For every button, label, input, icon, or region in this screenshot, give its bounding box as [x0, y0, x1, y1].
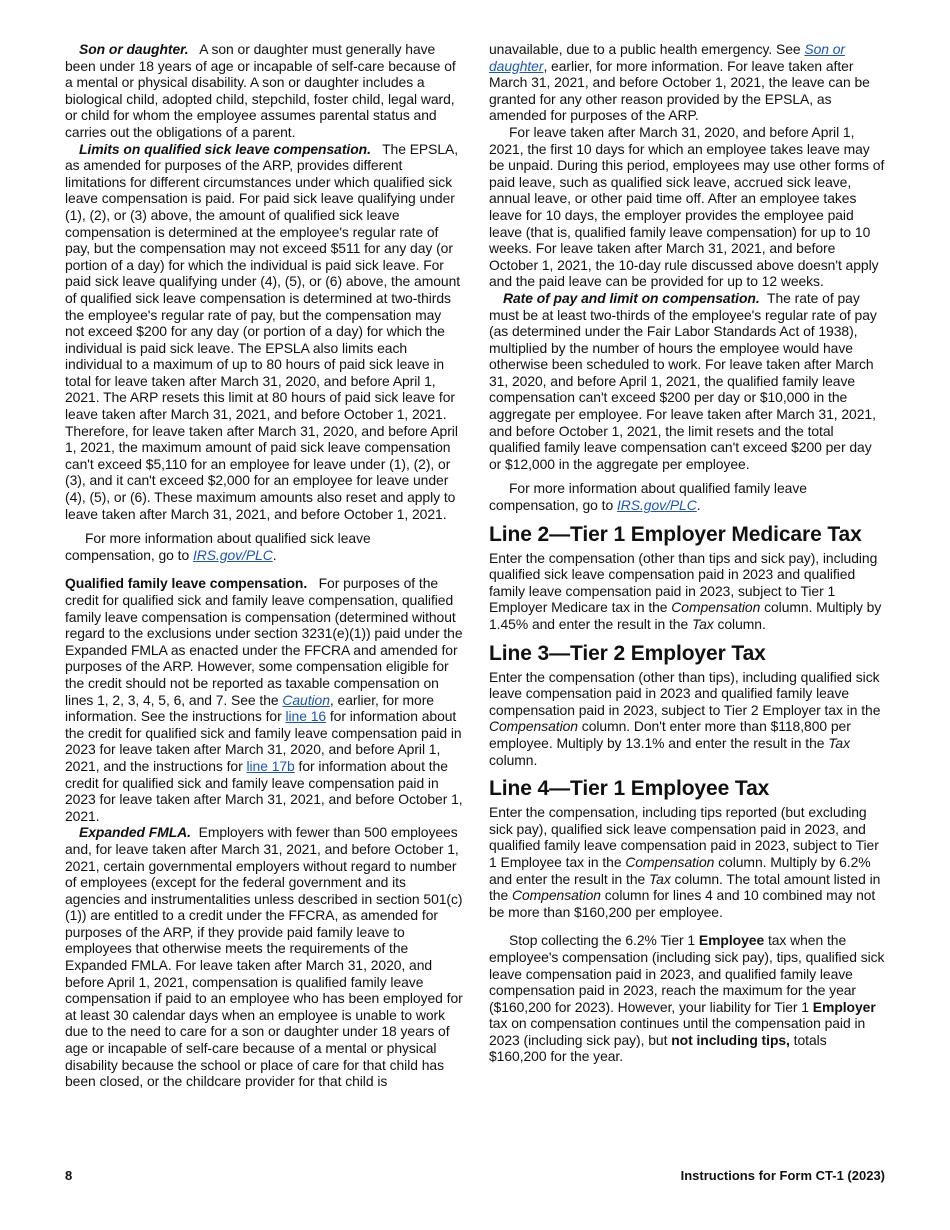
qfl-text-a: For purposes of the credit for qualified sick and family leave compensation, qualified family leave compensation is compensation (determined without regard to the exclusions under section 3231(e)(1)) paid under the Expanded FMLA as enacted under the FFCRA and amended for purposes of the ARP. However, some compensation eligible for the credit should not be reported as taxable compensation on lines 1, 2, 3, 4, 5, 6, and 7. See the [65, 575, 463, 708]
expanded-fmla-heading: Expanded FMLA. [79, 824, 191, 841]
line-4-paragraph [489, 804, 886, 920]
rate-of-pay-paragraph [489, 290, 886, 473]
limits-sick-leave-paragraph [65, 141, 463, 523]
stop-collecting-paragraph [489, 932, 886, 1065]
l3-text-c: column. [489, 751, 538, 768]
stop-employer-term: Employer [812, 998, 876, 1015]
l3-tax-term: Tax [828, 734, 850, 751]
son-or-daughter-paragraph [65, 41, 463, 141]
expanded-fmla-text: Employers with fewer than 500 employees and, for leave taken after March 31, 2021, and before October 1, 2021, certain governmental employers without regard to number of employees (except for the federal government and its agencies and instrumentalities unless described in section 501(c)(1)) are entitled to a credit under the FFCRA, as amended for purposes of the ARP, if they provide paid family leave to employees that otherwise meets the requirements of the Expanded FMLA. For leave taken after March 31, 2020, and before April 1, 2021, compensation is qualified family leave compensation if paid to an employee who has been employed for at least 30 calendar days when an employee is unable to work due to the need to care for a son or daughter under 18 years of age or incapable of self-care because of a mental or physical disability because the school or place of care for that child has been closed, or the childcare provider for that child is [65, 824, 463, 1090]
fam-more-period: . [696, 497, 701, 514]
son-or-daughter-text: A son or daughter must generally have been under 18 years of age or incapable of self-care because of a mental or physical disability. A son or daughter includes a biological child, adopted child, stepchild, foster child, legal ward, or child for whom the employee assumes parental status and carries out the obligations of a parent. [65, 41, 456, 140]
sick-more-text: For more information about qualified sick leave compensation, go to [65, 530, 371, 563]
qualified-family-leave-heading: Qualified family leave compensation. [65, 575, 308, 592]
rate-of-pay-heading: Rate of pay and limit on compensation. [503, 289, 760, 306]
son-or-daughter-heading: Son or daughter. [79, 41, 189, 57]
l4-compensation-term: Compensation [625, 853, 715, 870]
limits-sick-leave-heading: Limits on qualified sick leave compensation. [79, 140, 371, 157]
l2-compensation-term: Compensation [671, 599, 761, 616]
page-number: 8 [65, 1168, 73, 1183]
stop-text-a: Stop collecting the 6.2% Tier 1 [509, 932, 699, 949]
left-column [65, 41, 463, 1090]
line-2-heading: Line 2—Tier 1 Employer Medicare Tax [489, 522, 862, 546]
line-3-paragraph [489, 669, 886, 769]
l4-text-b: column. Multiply by 6.2% and enter the result in the [489, 853, 871, 887]
l3-text-b: column. Don't enter more than $118,800 per employee. Multiply by 13.1% and enter the result in the [489, 718, 851, 751]
limits-sick-leave-text: The EPSLA, as amended for purposes of the ARP, provides different limitations for different circumstances under which qualified sick leave compensation is paid. For paid sick leave qualifying under (1), (2), or (3) above, the amount of qualified sick leave compensation is determined at the employee's regular rate of pay, but the compensation may not exceed $511 for any day (or portion of a day) for which the individual is paid sick leave. For paid sick leave qualifying under (4), (5), or (6) above, the amount of qualified sick leave compensation is determined at two-thirds the employee's regular rate of pay, but the compensation may not exceed $200 for any day (or portion of a day) for which the individual is paid sick leave. The EPSLA also limits each individual to a maximum of up to 80 hours of paid sick leave in total for leave taken after March 31, 2020, and before April 1, 2021. The ARP resets this limit at 80 hours of paid sick leave for leave taken after March 31, 2021, and before October 1, 2021. Therefore, for leave taken after March 31, 2020, and before April 1, 2021, the maximum amount of paid sick leave compensation can't exceed $5,110 for an employee for leave under (1), (2), or (3), and it can't exceed $2,000 for an employee for leave under (4), (5), or (6). These maximum amounts also reset and apply to leave taken after March 31, 2021, and before October 1, 2021. [65, 140, 461, 522]
line-2-paragraph [489, 550, 886, 633]
ten-day-rule-paragraph: For leave taken after March 31, 2020, and before April 1, 2021, the first 10 days for which an employee takes leave may be unpaid. During this period, employees may use other forms of paid leave, such as qualified sick leave, accrued sick leave, annual leave, or other paid time off. After an employee takes leave for 10 days, the employer provides the employee paid leave (that is, qualified family leave compensation) for up to 10 weeks. For leave taken after March 31, 2021, and before October 1, 2021, the 10-day rule discussed above doesn't apply and the paid leave can be provided for up to 12 weeks. [489, 123, 885, 290]
caution-link[interactable]: Caution [282, 691, 330, 708]
line-17b-link[interactable]: line 17b [246, 757, 295, 774]
fam-more-text: For more information about qualified family leave compensation, go to [489, 480, 807, 514]
stop-text-b: tax when the employee's compensation (including sick pay), tips, qualified sick leave compensation paid in 2023, and qualified family leave compensation paid in 2023, reach the maximum for the year ($160,200 for 2023). However, your liability for Tier 1 [489, 932, 885, 1015]
irs-plc-link-2[interactable]: IRS.gov/PLC [616, 497, 697, 514]
cont-text-a: unavailable, due to a public health emergency. See [489, 41, 805, 57]
l3-text-a: Enter the compensation (other than tips), including qualified sick leave compensation paid in 2023 and qualified family leave compensation paid in 2023, subject to Tier 2 Employer tax in the [489, 668, 881, 718]
qualified-family-leave-paragraph [65, 575, 463, 824]
expanded-fmla-paragraph [65, 824, 463, 1090]
l4-text-d: column for lines 4 and 10 combined may not be more than $160,200 per employee. [489, 887, 876, 920]
l3-compensation-term: Compensation [489, 718, 578, 735]
sick-leave-more-info [65, 530, 463, 563]
rate-of-pay-text: The rate of pay must be at least two-thirds of the employee's regular rate of pay (as determined under the Fair Labor Standards Act of 1938), multiplied by the number of hours the employee would have otherwise been scheduled to work. For leave taken after March 31, 2020, and before April 1, 2021, the qualified family leave compensation can't exceed $200 per day or $10,000 in the aggregate per employee. For leave taken after March 31, 2021, and before October 1, 2021, the limit resets and the total qualified family leave compensation can't exceed $200 per day or $12,000 in the aggregate per employee. [489, 289, 877, 472]
qfl-text-d: for information about the credit for qualified sick and family leave compensation paid in 2023 for leave taken after March 31, 2021, and before October 1, 2021. [65, 757, 463, 824]
l4-compensation-term-2: Compensation [511, 887, 601, 904]
stop-text-d: totals $160,200 for the year. [489, 1031, 827, 1065]
l2-text-a: Enter the compensation (other than tips and sick pay), including qualified sick leave compensation paid in 2023 and qualified family leave compensation paid in 2023, subject to Tier 1 Employer Medicare tax in the [489, 549, 878, 616]
l2-tax-term: Tax [691, 616, 714, 632]
l4-tax-term: Tax [649, 870, 671, 887]
son-or-daughter-link[interactable]: Son or daughter [489, 41, 845, 74]
l2-text-c: column. [713, 616, 766, 632]
qfl-text-b: , earlier, for more information. See the instructions for [65, 691, 434, 725]
right-column [489, 41, 886, 1065]
cont-text-b: , earlier, for more information. For leave taken after March 31, 2021, and before October 1, 2021, the leave can be granted for any other reason provided by the EPSLA, as amended for purposes of the ARP. [489, 57, 870, 124]
l4-text-a: Enter the compensation, including tips reported (but excluding sick pay), qualified sick leave compensation paid in 2023, and qualified family leave compensation paid in 2023, subject to Tier 1 Employee tax in the [489, 804, 879, 870]
line-3-heading: Line 3—Tier 2 Employer Tax [489, 641, 766, 665]
qfl-text-c: for information about the credit for qualified sick and family leave compensation paid in 2023 for leave taken after March 31, 2020, and before April 1, 2021, and the instructions for [65, 708, 462, 774]
line-4-heading: Line 4—Tier 1 Employee Tax [489, 777, 770, 801]
fmla-continuation-paragraph [489, 41, 886, 124]
sick-more-period: . [272, 546, 277, 563]
line-16-link[interactable]: line 16 [285, 708, 327, 725]
form-title-footer: Instructions for Form CT-1 (2023) [680, 1168, 885, 1183]
stop-employee-term: Employee [698, 932, 765, 949]
family-leave-more-info [489, 480, 886, 513]
stop-not-including-tips: not including tips, [671, 1031, 790, 1048]
l2-text-b: column. Multiply by 1.45% and enter the result in the [489, 599, 882, 632]
l4-text-c: column. The total amount listed in the [489, 870, 881, 904]
stop-text-c: tax on compensation continues until the compensation paid in 2023 (including sick pay), but [489, 1015, 866, 1048]
irs-plc-link[interactable]: IRS.gov/PLC [192, 546, 273, 563]
